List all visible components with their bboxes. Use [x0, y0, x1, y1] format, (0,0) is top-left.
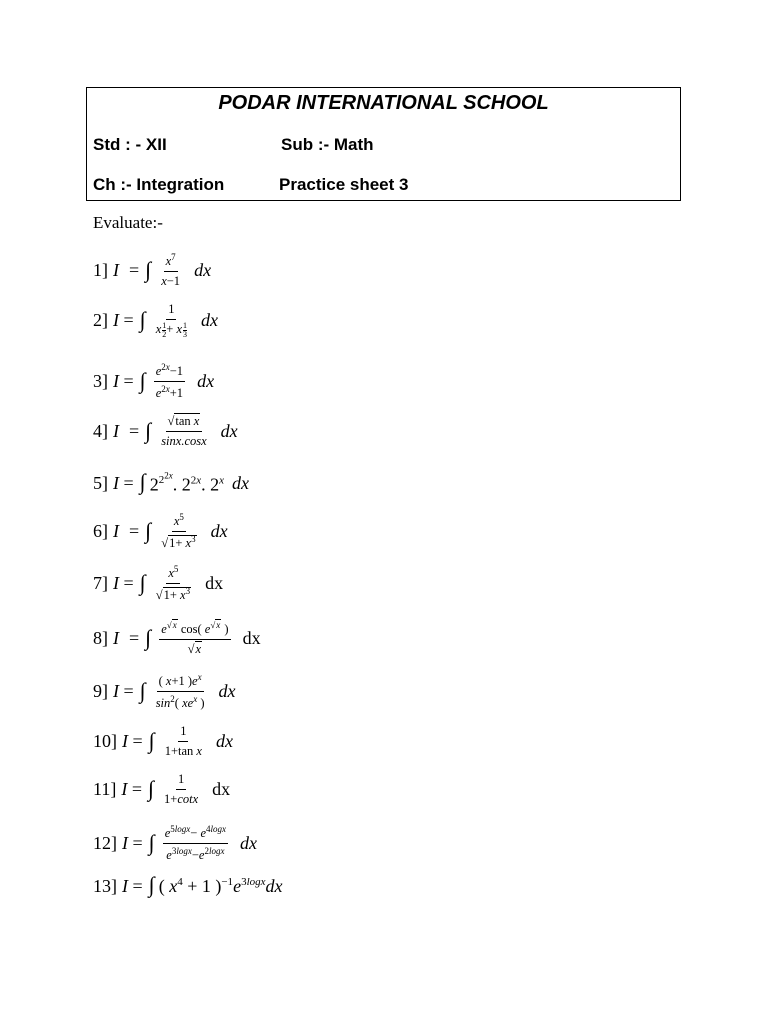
fraction: $\frac{1}{\text{1+tan x}}$ [164, 724, 202, 758]
evaluate-heading: Evaluate:- [93, 213, 163, 232]
problem-12: 12] I = ∫ $\frac{e^{5logx}- e^{4logx}}{e^{3logx}-e^{2logx}}$ dx [93, 824, 257, 863]
problem-1: 1] I = ∫ $\frac{x^7}{x-1}$ dx [93, 252, 212, 289]
problem-number: 3] [93, 371, 108, 392]
problem-11: 11] I = ∫ $\frac{1}{1+\cot x}$ dx [93, 772, 231, 806]
fraction: 1 x $\frac{1}{2}$ + x $\frac{1}{3}$ [155, 302, 187, 339]
header-box [86, 87, 681, 201]
sheet-label: Practice sheet 3 [279, 175, 409, 194]
school-name: PODAR INTERNATIONAL SCHOOL [218, 92, 549, 114]
problem-3: 3] I = ∫ $\frac{e^{2x}-1}{e^{2x}+1}$ dx [93, 362, 215, 401]
chapter-label: Ch :- Integration [93, 175, 225, 194]
problem-number: 4] [93, 421, 108, 441]
problem-number: 12] [93, 833, 117, 854]
fraction: $\frac{e^{5logx}- e^{4logx}}{e^{3logx}-e^{2logx}}$ [164, 824, 226, 863]
problem-number: 10] [93, 731, 117, 751]
problem-number: 11] [93, 779, 117, 799]
fraction: $\frac{\text{√tan x}}{\sin x.\cos x}$ [161, 414, 207, 448]
problem-2: 2] I = ∫ 1 x $\frac{1}{2}$ + x $\frac{1}{3}$ dx [93, 302, 218, 339]
problem-number: 9] [93, 681, 108, 702]
fraction: $\frac{e^{2x}-1}{e^{2x}+1}$ [155, 362, 184, 401]
problem-6: 6] I = ∫ $\frac{x^5}{√1+ x^3}$ dx [93, 512, 228, 551]
problem-5: 5] I = ∫ $2^{2^{2x}}$. $2^{2x}$. 2$^x$ dx [93, 469, 249, 495]
problem-4: 4] I = ∫ $\frac{\text{√tan x}}{\sin x.\cos x}$ dx [93, 414, 238, 448]
fraction: $\frac{x^7}{x-1}$ [161, 252, 181, 289]
problem-number: 6] [93, 521, 108, 542]
problem-number: 13] [93, 875, 117, 896]
fraction: $\frac{x^5}{√1+ x^3}$ [161, 512, 196, 551]
problem-8: 8] I = ∫ $\frac{e^{√x} \cos( e^{√x} )}{√x}$ dx [93, 620, 261, 657]
fraction: $\frac{x^5}{√1+ x^3}$ [155, 564, 191, 603]
problem-number: 1] [93, 260, 108, 281]
subject-label: Sub :- Math [281, 135, 374, 154]
problem-13: 13] I = ∫ ( $x^4 + 1$ )$^{-1}e^{3logx}dx$ [93, 872, 283, 897]
std-label: Std : - XII [93, 135, 167, 154]
fraction: $\frac{1}{1+\cot x}$ [164, 772, 199, 806]
problem-number: 5] [93, 472, 108, 493]
problem-number: 2] [93, 310, 108, 330]
problem-number: 7] [93, 573, 108, 594]
problem-number: 8] [93, 628, 108, 649]
problem-7: 7] I = ∫ $\frac{x^5}{√1+ x^3}$ dx [93, 564, 224, 603]
problem-9: 9] I = ∫ $\frac{( x+1 )e^x}{\sin^2( xe^x )}$ dx [93, 672, 236, 711]
fraction: $\frac{( x+1 )e^x}{\sin^2( xe^x )}$ [155, 672, 205, 711]
fraction: $\frac{e^{√x} \cos( e^{√x} )}{√x}$ [161, 620, 229, 657]
problem-10: 10] I = ∫ $\frac{1}{\text{1+tan x}}$ dx [93, 724, 233, 758]
